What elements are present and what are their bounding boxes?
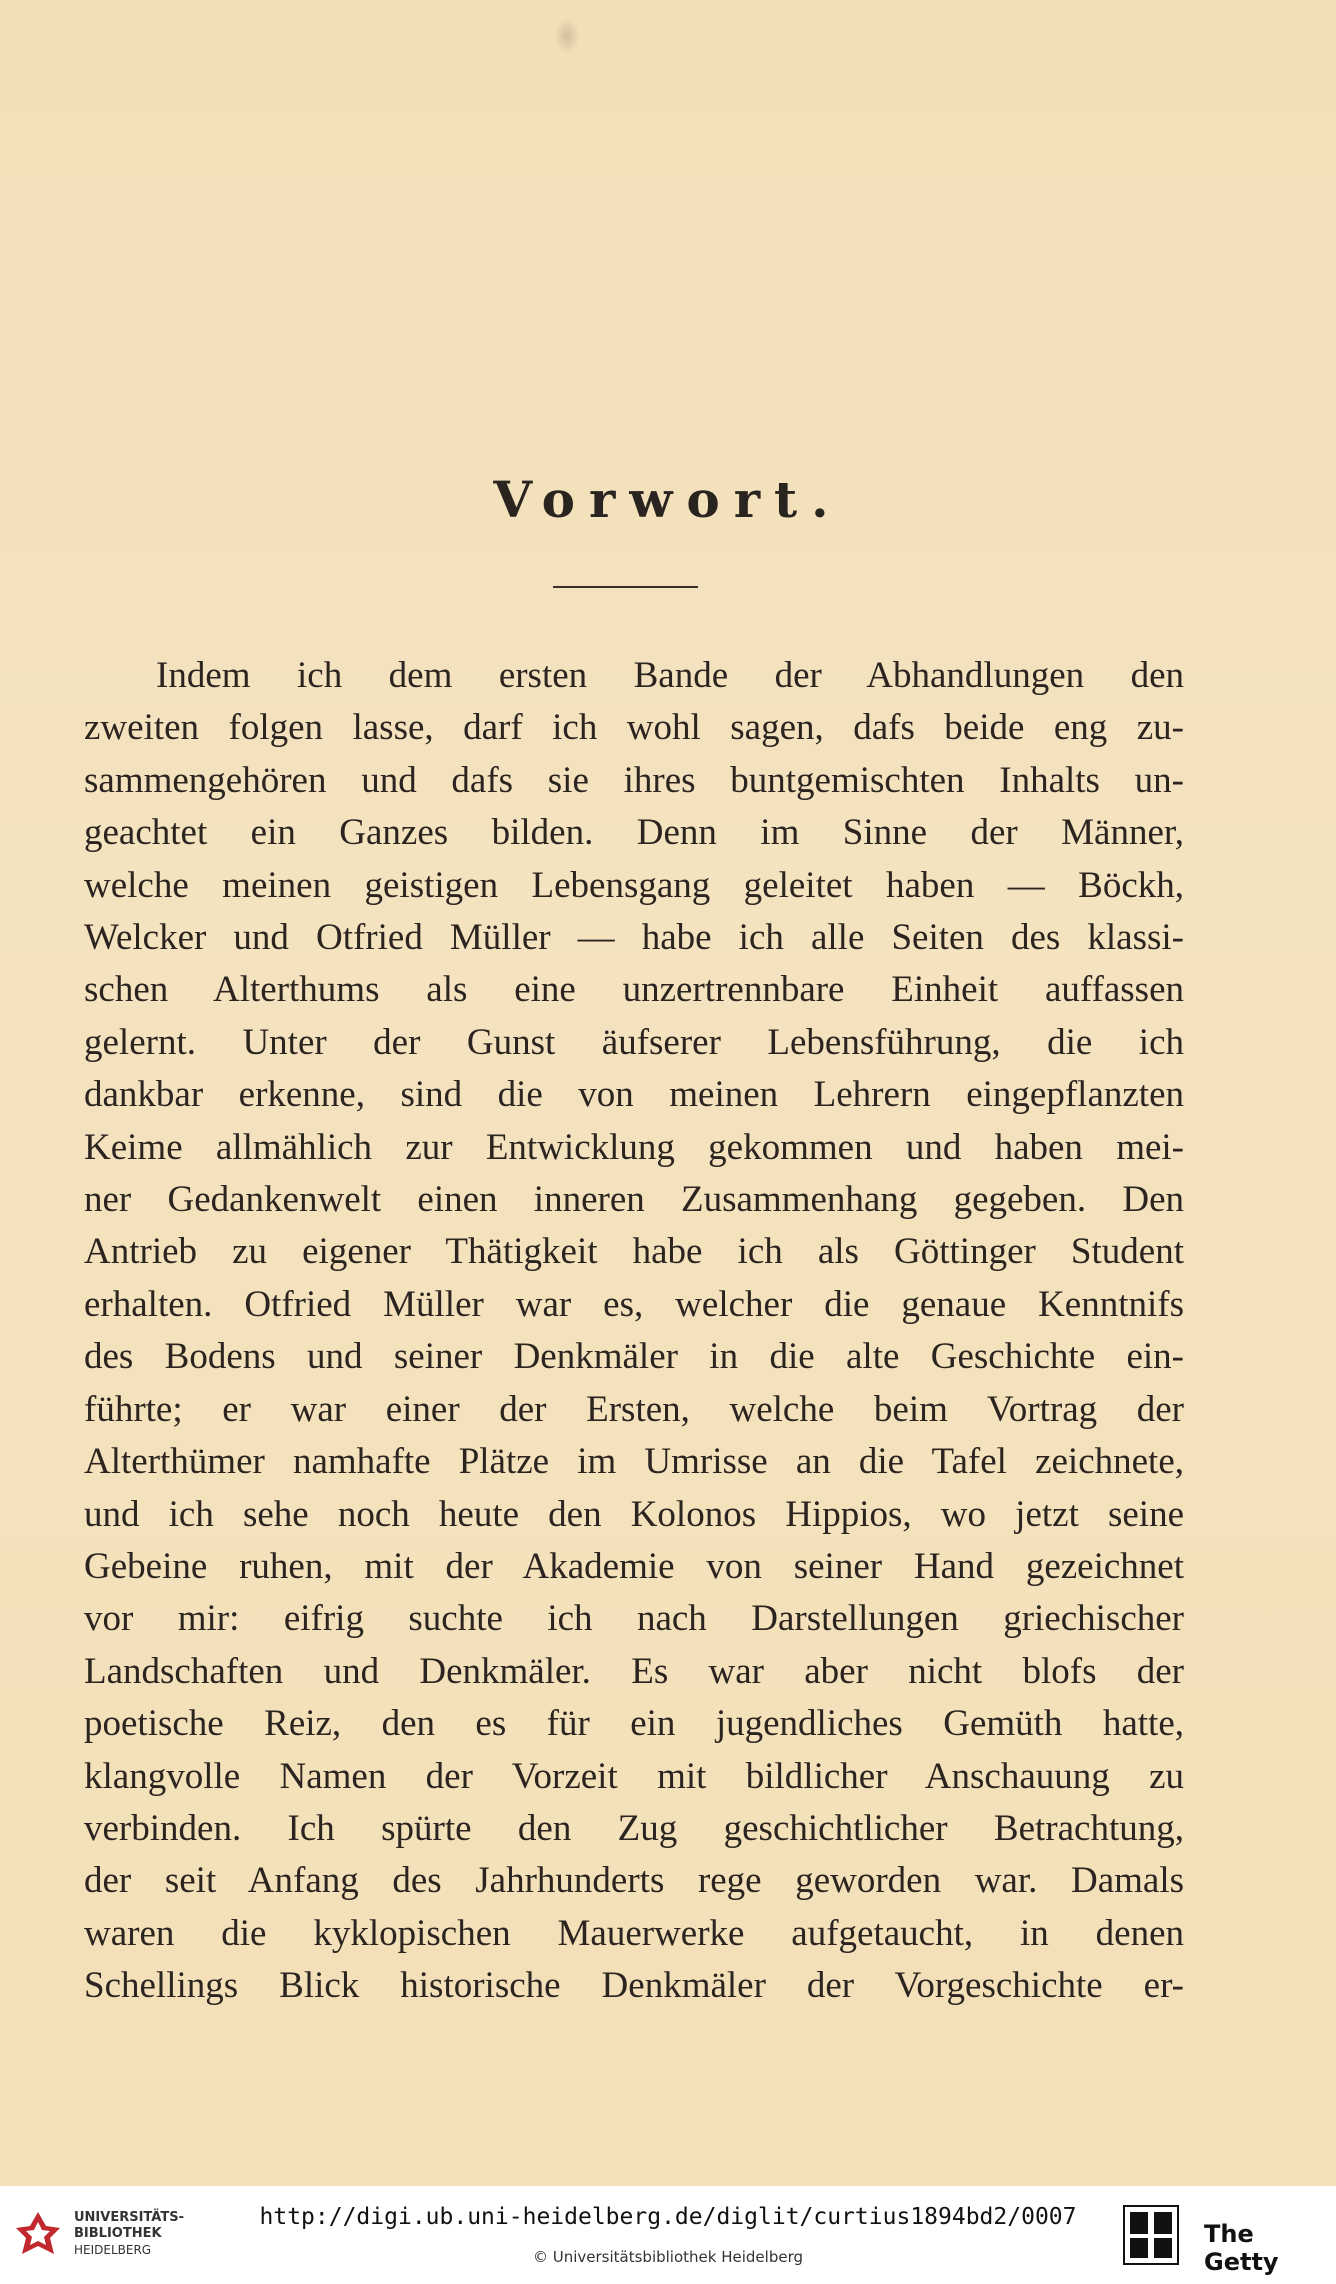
text-line: führte; er war einer der Ersten, welche beim Vortrag der: [84, 1388, 1184, 1430]
text-line: ner Gedankenwelt einen inneren Zusammenhang gegeben. Den: [84, 1179, 1184, 1221]
footer-bar: [0, 2186, 1336, 2284]
text-line: Schellings Blick historische Denkmäler der Vorgeschichte er-: [84, 1965, 1184, 2007]
title-rule: [553, 586, 698, 588]
text-line: und ich sehe noch heute den Kolonos Hippios, wo jetzt seine: [84, 1493, 1184, 1535]
text-line: sammengehören und dafs sie ihres buntgemischten Inhalts un-: [84, 759, 1184, 801]
body-text: [84, 650, 1184, 2013]
text-line: gelernt. Unter der Gunst äufserer Lebensführung, die ich: [84, 1021, 1184, 1063]
text-line: schen Alterthums als eine unzertrennbare Einheit auffassen: [84, 969, 1184, 1011]
library-name-line: BIBLIOTHEK: [74, 2226, 162, 2241]
library-name-line: HEIDELBERG: [74, 2243, 152, 2257]
text-line: poetische Reiz, den es für ein jugendliches Gemüth hatte,: [84, 1703, 1184, 1745]
text-line: geachtet ein Ganzes bilden. Denn im Sinne der Männer,: [84, 812, 1184, 854]
partner-name: The Getty: [1204, 2220, 1279, 2276]
text-line: Indem ich dem ersten Bande der Abhandlungen den: [156, 655, 1184, 696]
text-line: Alterthümer namhafte Plätze im Umrisse an die Tafel zeichnete,: [84, 1441, 1184, 1483]
getty-mark-icon: [1122, 2204, 1180, 2266]
text-line: des Bodens und seiner Denkmäler in die alte Geschichte ein-: [84, 1336, 1184, 1378]
svg-text:GETTY: [1151, 2261, 1152, 2262]
text-line: zweiten folgen lasse, darf ich wohl sagen, dafs beide eng zu-: [84, 707, 1184, 749]
source-url-link[interactable]: http://digi.ub.uni-heidelberg.de/diglit/curtius1894bd2/0007: [259, 2204, 1077, 2230]
text-line: Keime allmählich zur Entwicklung gekommen und haben mei-: [84, 1126, 1184, 1168]
paper-smudge: [554, 18, 580, 54]
text-line: waren die kyklopischen Mauerwerke aufgetaucht, in denen: [84, 1912, 1184, 1954]
text-line: Welcker und Otfried Müller — habe ich alle Seiten des klassi-: [84, 917, 1184, 959]
getty-logo[interactable]: [1122, 2204, 1332, 2274]
page-title: Vorwort.: [493, 470, 843, 529]
text-line: Landschaften und Denkmäler. Es war aber nicht blofs der: [84, 1650, 1184, 1692]
text-line: vor mir: eifrig suchte ich nach Darstellungen griechischer: [84, 1598, 1184, 1640]
text-line: Antrieb zu eigener Thätigkeit habe ich als Göttinger Student: [84, 1231, 1184, 1273]
text-line: dankbar erkenne, sind die von meinen Lehrern eingepflanzten: [84, 1074, 1184, 1116]
text-line: verbinden. Ich spürte den Zug geschichtlicher Betrachtung,: [84, 1807, 1184, 1849]
text-line: erhalten. Otfried Müller war es, welcher die genaue Kenntnifs: [84, 1283, 1184, 1325]
text-line: Gebeine ruhen, mit der Akademie von seiner Hand gezeichnet: [84, 1545, 1184, 1587]
text-line: der seit Anfang des Jahrhunderts rege geworden war. Damals: [84, 1860, 1184, 1902]
copyright-notice: © Universitätsbibliothek Heidelberg: [532, 2248, 803, 2266]
library-name-line: UNIVERSITÄTS-: [74, 2210, 184, 2225]
text-line: welche meinen geistigen Lebensgang geleitet haben — Böckh,: [84, 864, 1184, 906]
text-line: klangvolle Namen der Vorzeit mit bildlicher Anschauung zu: [84, 1755, 1184, 1797]
